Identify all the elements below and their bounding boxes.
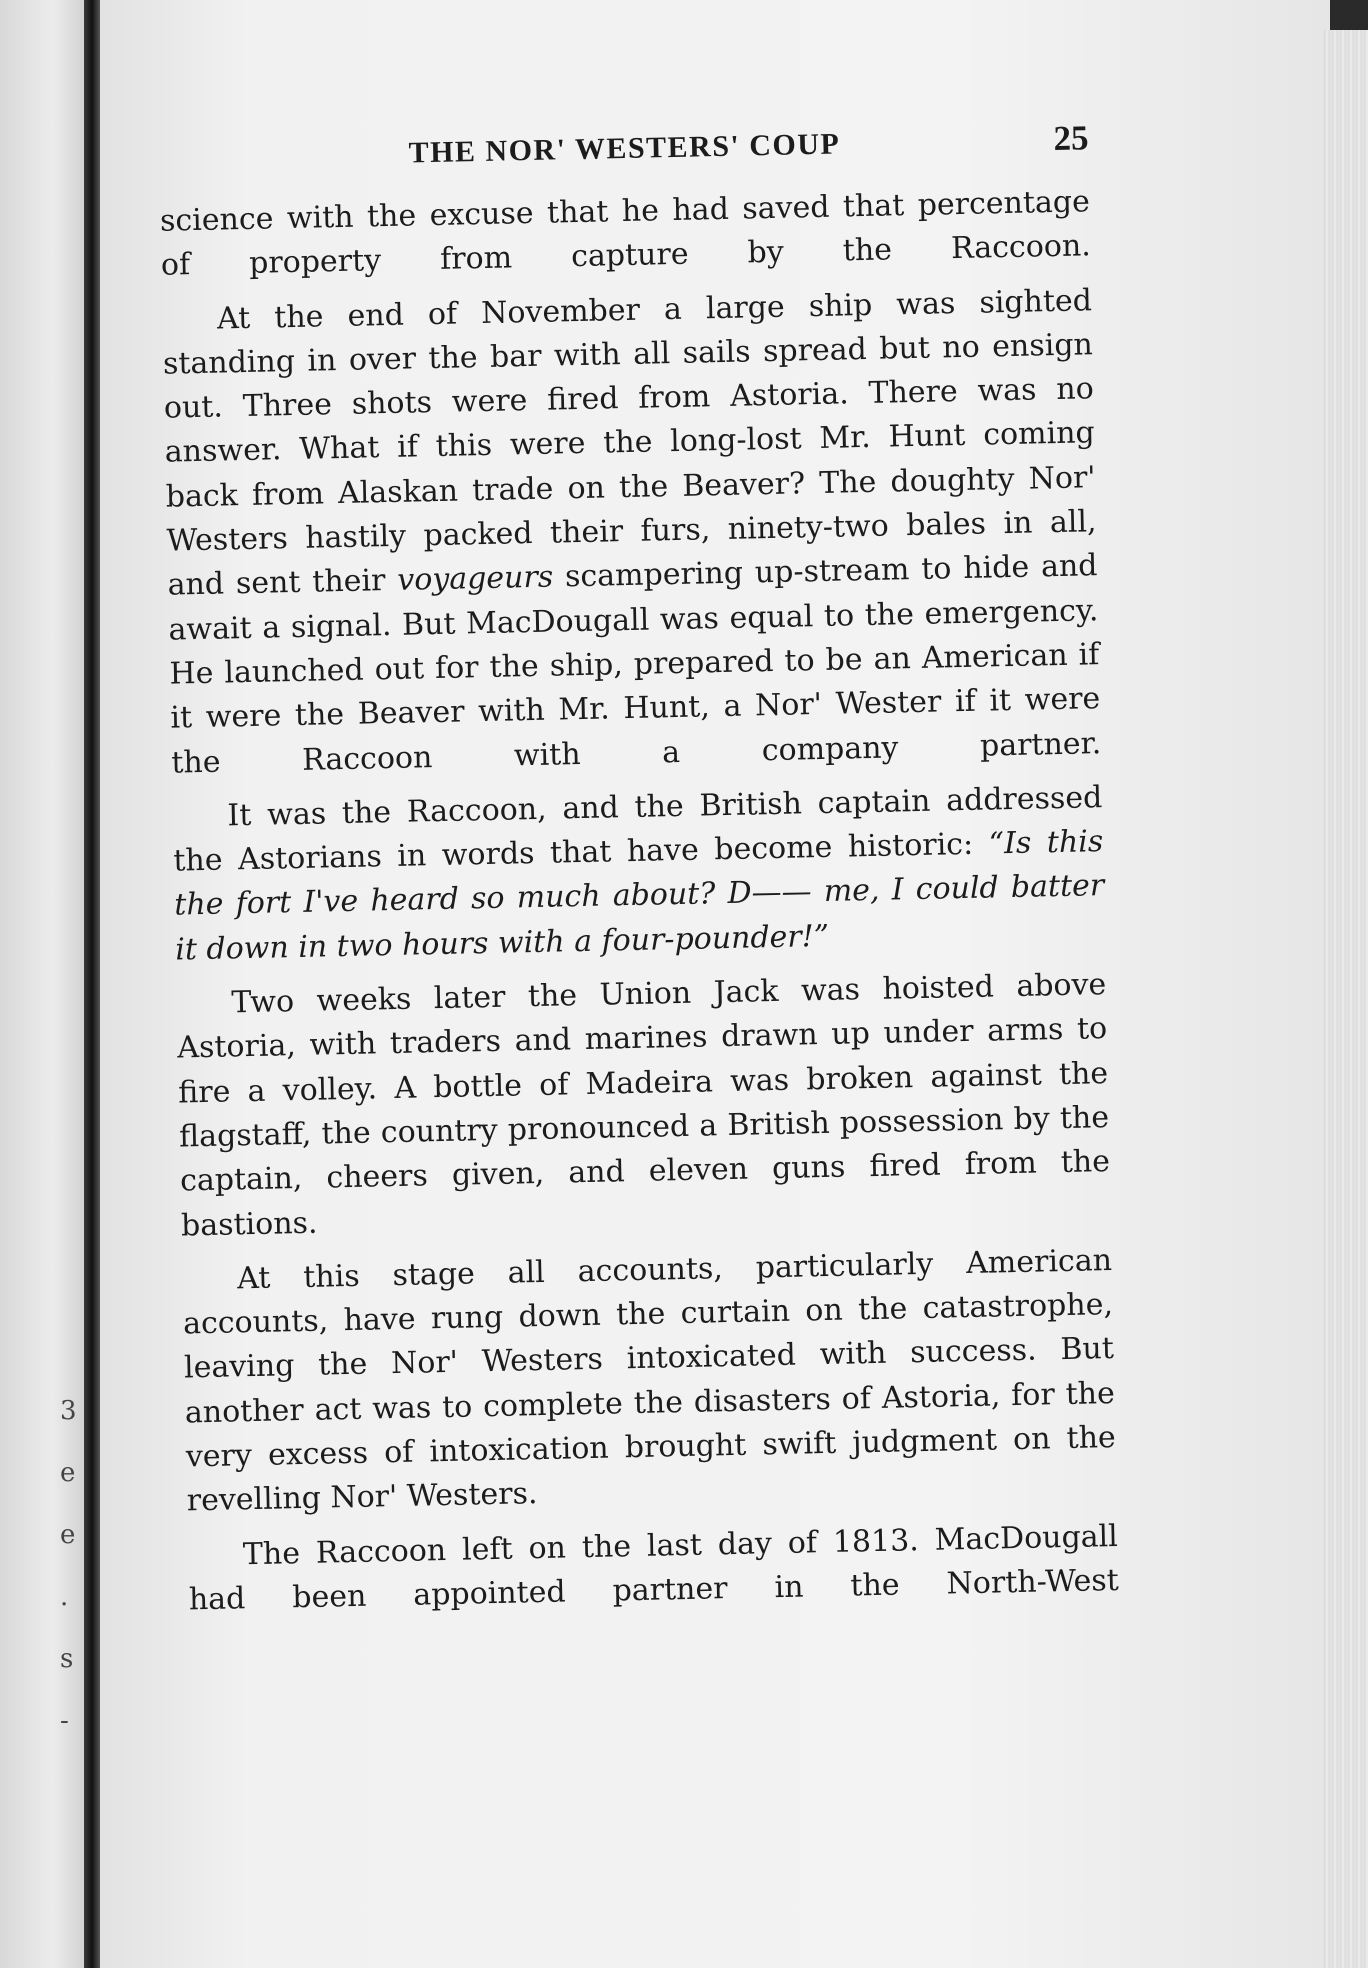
- paragraph-2-italic: voyageurs: [396, 559, 554, 599]
- captain-quote: “Is this the fort I've heard so much about? D—— me, I could batter it down in two hours with a four-pounder!”: [173, 824, 1105, 968]
- page-content: [158, 110, 1119, 1632]
- facing-page-glyphs: 3 e e . s -: [60, 1396, 77, 1736]
- paragraph-3-text: It was the Raccoon, and the British captain addressed the Astorians in words that have become historic:: [173, 779, 1103, 879]
- paragraph-2-text-a: At the end of November a large ship was sighted standing in over the bar with all sails spread but no ensign out. Three shots were fired from Astoria. There was no answer. What if this were the long-lost Mr. Hunt coming back from Alaskan trade on the Beaver? The doughty Nor' Westers hastily packed their furs, ninety-two bales in all, and sent their: [162, 282, 1097, 604]
- paragraph-2: [162, 279, 1102, 786]
- paragraph-1: science with the excuse that he had saved that percentage of property from capture by the Raccoon.: [159, 184, 1092, 284]
- book-gutter: [84, 0, 100, 1968]
- paragraph-3: [172, 776, 1106, 973]
- paragraph-2-text-b: scampering up-stream to hide and await a signal. But MacDougall was equal to the emergency. He launched out for the ship, prepared to be an American if it were the Beaver with Mr. Hunt, a Nor' Wester if it were the Raccoon with a company partner.: [168, 548, 1102, 781]
- paragraph-4: Two weeks later the Union Jack was hoisted above Astoria, with traders and marines drawn up under arms to fire a volley. A bottle of Madeira was broken against the flagstaff, the country pronounced a British possession by the captain, cheers given, and eleven guns fired from the bastions.: [176, 967, 1111, 1244]
- page-number: 25: [1053, 118, 1089, 158]
- facing-page-edge: [0, 0, 88, 1968]
- running-title: THE NOR' WESTERS' COUP: [408, 127, 841, 170]
- paragraph-5: At this stage all accounts, particularly American accounts, have rung down the curtain on the catastrophe, leaving the Nor' Westers intoxicated with success. But another act was to complete the disasters of Astoria, for the very excess of intoxication brought swift judgment on the revelling Nor' Westers.: [182, 1242, 1117, 1519]
- page-stack-edge: [1322, 30, 1368, 1968]
- paragraph-6: The Raccoon left on the last day of 1813. MacDougall had been appointed partner in the North-West: [188, 1518, 1120, 1618]
